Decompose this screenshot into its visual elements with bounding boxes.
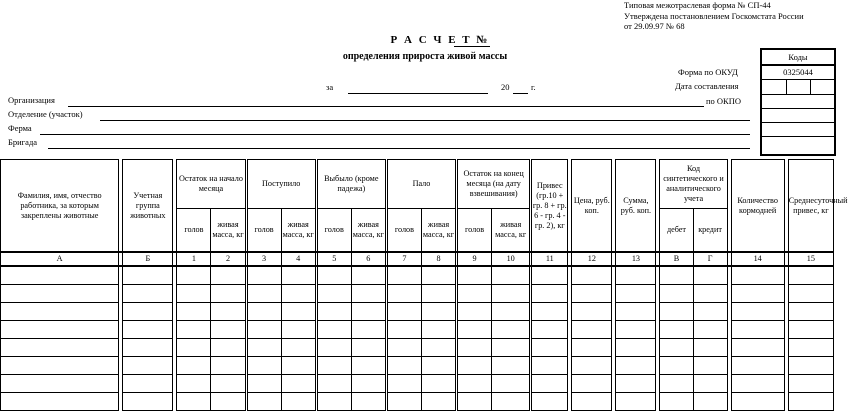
table-cell[interactable]	[492, 393, 530, 411]
table-cell[interactable]	[492, 339, 530, 357]
table-cell[interactable]	[616, 321, 656, 339]
table-cell[interactable]	[660, 321, 693, 339]
year-suffix: г.	[531, 82, 536, 92]
table-cell[interactable]	[211, 266, 245, 285]
table-cell[interactable]	[351, 393, 385, 411]
table-cell[interactable]	[123, 393, 173, 411]
column-number: 7	[387, 252, 421, 266]
table-row	[1, 266, 834, 285]
table-row	[1, 375, 834, 393]
subcol-mass: живая масса, кг	[281, 209, 315, 253]
farm-field[interactable]	[40, 134, 750, 135]
table-cell[interactable]	[421, 266, 455, 285]
column-number: 2	[211, 252, 245, 266]
table-cell[interactable]	[572, 321, 612, 339]
table-cell[interactable]	[387, 303, 421, 321]
table-cell[interactable]	[693, 393, 727, 411]
table-cell[interactable]	[693, 375, 727, 393]
table-cell[interactable]	[458, 266, 492, 285]
table-cell[interactable]	[660, 375, 693, 393]
table-cell[interactable]	[281, 357, 315, 375]
table-cell[interactable]	[351, 357, 385, 375]
table-cell[interactable]	[317, 303, 351, 321]
col-sum-header: Сумма, руб. коп.	[616, 160, 656, 253]
table-cell[interactable]	[572, 303, 612, 321]
table-row	[1, 393, 834, 411]
table-cell[interactable]	[616, 357, 656, 375]
col-price-header: Цена, руб. коп.	[572, 160, 612, 253]
table-cell[interactable]	[693, 285, 727, 303]
table-cell[interactable]	[177, 285, 211, 303]
date-field[interactable]	[762, 94, 834, 95]
table-cell[interactable]	[211, 375, 245, 393]
col-code-header: Код синтетического и аналитического учета	[660, 160, 727, 209]
table-cell[interactable]	[177, 393, 211, 411]
table-cell[interactable]	[731, 285, 784, 303]
okud-label: Форма по ОКУД	[678, 67, 738, 77]
table-cell[interactable]	[731, 303, 784, 321]
table-cell[interactable]	[421, 357, 455, 375]
table-cell[interactable]	[693, 303, 727, 321]
table-cell[interactable]	[572, 393, 612, 411]
table-cell[interactable]	[731, 375, 784, 393]
codes-header: Коды	[788, 52, 808, 62]
table-cell[interactable]	[731, 393, 784, 411]
column-number: 8	[421, 252, 455, 266]
table-cell[interactable]	[660, 285, 693, 303]
table-cell[interactable]	[123, 266, 173, 285]
table-cell[interactable]	[788, 375, 833, 393]
table-cell[interactable]	[211, 321, 245, 339]
col-end-header: Остаток на конец месяца (на дату взвешивания)	[458, 160, 530, 209]
codes-box	[760, 48, 836, 156]
table-cell[interactable]	[788, 321, 833, 339]
table-cell[interactable]	[351, 303, 385, 321]
organization-field[interactable]	[68, 106, 704, 107]
form-approval: Утверждена постановлением Госкомстата России	[624, 10, 804, 21]
table-cell[interactable]	[693, 357, 727, 375]
col-gain-header: Привес (гр.10 + гр. 8 + гр. 6 - гр. 4 - гр. 2), кг	[532, 160, 568, 253]
table-cell[interactable]	[123, 339, 173, 357]
col-group-header: Учетная группа животных	[123, 160, 173, 253]
subcol-heads: голов	[177, 209, 211, 253]
table-cell[interactable]	[317, 357, 351, 375]
table-cell[interactable]	[211, 357, 245, 375]
table-cell[interactable]	[788, 285, 833, 303]
table-cell[interactable]	[421, 321, 455, 339]
year-field[interactable]	[513, 93, 528, 94]
table-cell[interactable]	[458, 303, 492, 321]
okpo-field[interactable]	[762, 108, 834, 109]
table-cell[interactable]	[247, 393, 281, 411]
table-cell[interactable]	[123, 357, 173, 375]
subcol-heads: голов	[247, 209, 281, 253]
table-cell[interactable]	[387, 266, 421, 285]
subcol-mass: живая масса, кг	[421, 209, 455, 253]
table-cell[interactable]	[177, 266, 211, 285]
column-number: В	[660, 252, 693, 266]
table-cell[interactable]	[247, 357, 281, 375]
form-type: Типовая межотраслевая форма № СП-44	[624, 0, 771, 10]
table-cell[interactable]	[660, 393, 693, 411]
department-label: Отделение (участок)	[8, 109, 83, 119]
col-fio-header: Фамилия, имя, отчество работника, за которым закреплены животные	[1, 160, 119, 253]
table-cell[interactable]	[572, 285, 612, 303]
period-label: за	[326, 82, 334, 92]
table-cell[interactable]	[211, 285, 245, 303]
table-cell[interactable]	[492, 285, 530, 303]
table-cell[interactable]	[123, 303, 173, 321]
table-cell[interactable]	[492, 266, 530, 285]
table-cell[interactable]	[532, 375, 568, 393]
table-cell[interactable]	[492, 321, 530, 339]
table-cell[interactable]	[317, 321, 351, 339]
year-prefix: 20	[501, 82, 510, 92]
table-cell[interactable]	[351, 321, 385, 339]
column-number: 13	[616, 252, 656, 266]
subcol-heads: голов	[458, 209, 492, 253]
column-number: 10	[492, 252, 530, 266]
column-number: 3	[247, 252, 281, 266]
column-number: 11	[532, 252, 568, 266]
table-cell[interactable]	[421, 303, 455, 321]
table-cell[interactable]	[660, 339, 693, 357]
brigade-label: Бригада	[8, 137, 38, 147]
table-cell[interactable]	[387, 339, 421, 357]
table-cell[interactable]	[387, 375, 421, 393]
table-row	[1, 303, 834, 321]
table-cell[interactable]	[572, 339, 612, 357]
date-label: Дата составления	[675, 81, 739, 91]
form-info	[624, 0, 834, 32]
table-cell[interactable]	[123, 375, 173, 393]
table-cell[interactable]	[247, 339, 281, 357]
main-table	[0, 159, 848, 411]
table-cell[interactable]	[693, 321, 727, 339]
table-cell[interactable]	[616, 339, 656, 357]
table-cell[interactable]	[421, 375, 455, 393]
table-cell[interactable]	[351, 266, 385, 285]
table-cell[interactable]	[1, 321, 119, 339]
table-cell[interactable]	[1, 357, 119, 375]
table-cell[interactable]	[731, 321, 784, 339]
table-cell[interactable]	[616, 303, 656, 321]
table-cell[interactable]	[788, 339, 833, 357]
table-cell[interactable]	[281, 303, 315, 321]
column-number: 9	[458, 252, 492, 266]
table-cell[interactable]	[247, 266, 281, 285]
table-cell[interactable]	[177, 357, 211, 375]
table-cell[interactable]	[351, 375, 385, 393]
subcol-credit: кредит	[693, 209, 727, 253]
table-cell[interactable]	[532, 303, 568, 321]
table-cell[interactable]	[731, 266, 784, 285]
table-cell[interactable]	[211, 393, 245, 411]
period-field[interactable]	[348, 93, 488, 94]
col-start-header: Остаток на начало месяца	[177, 160, 245, 209]
table-cell[interactable]	[211, 339, 245, 357]
table-cell[interactable]	[387, 285, 421, 303]
table-cell[interactable]	[387, 321, 421, 339]
table-cell[interactable]	[660, 303, 693, 321]
column-number: 6	[351, 252, 385, 266]
table-cell[interactable]	[281, 375, 315, 393]
column-number: Г	[693, 252, 727, 266]
table-cell[interactable]	[788, 393, 833, 411]
table-cell[interactable]	[317, 285, 351, 303]
table-cell[interactable]	[247, 321, 281, 339]
table-cell[interactable]	[281, 285, 315, 303]
column-number: Б	[123, 252, 173, 266]
table-cell[interactable]	[177, 321, 211, 339]
table-cell[interactable]	[317, 339, 351, 357]
okud-code: 0325044	[783, 67, 813, 77]
table-cell[interactable]	[532, 285, 568, 303]
table-cell[interactable]	[731, 357, 784, 375]
table-cell[interactable]	[572, 357, 612, 375]
table-cell[interactable]	[177, 303, 211, 321]
col-avg-header: Среднесуточный привес, кг	[788, 160, 833, 253]
table-cell[interactable]	[616, 285, 656, 303]
table-cell[interactable]	[492, 303, 530, 321]
col-received-header: Поступило	[247, 160, 315, 209]
table-cell[interactable]	[660, 266, 693, 285]
table-cell[interactable]	[123, 285, 173, 303]
column-number: 12	[572, 252, 612, 266]
subcol-debit: дебет	[660, 209, 693, 253]
column-number: 1	[177, 252, 211, 266]
table-cell[interactable]	[281, 321, 315, 339]
table-cell[interactable]	[1, 303, 119, 321]
table-cell[interactable]	[317, 266, 351, 285]
table-cell[interactable]	[788, 357, 833, 375]
table-cell[interactable]	[458, 285, 492, 303]
document-number-field[interactable]	[454, 46, 490, 47]
column-number: 5	[317, 252, 351, 266]
subcol-mass: живая масса, кг	[492, 209, 530, 253]
table-cell[interactable]	[281, 393, 315, 411]
brigade-field[interactable]	[48, 148, 750, 149]
table-cell[interactable]	[1, 339, 119, 357]
table-cell[interactable]	[616, 266, 656, 285]
subcol-mass: живая масса, кг	[211, 209, 245, 253]
table-cell[interactable]	[616, 375, 656, 393]
table-cell[interactable]	[731, 339, 784, 357]
table-cell[interactable]	[572, 375, 612, 393]
column-number: 14	[731, 252, 784, 266]
table-cell[interactable]	[387, 357, 421, 375]
table-cell[interactable]	[317, 393, 351, 411]
table-cell[interactable]	[458, 321, 492, 339]
subcol-heads: голов	[317, 209, 351, 253]
table-cell[interactable]	[1, 266, 119, 285]
table-cell[interactable]	[532, 321, 568, 339]
department-field[interactable]	[100, 120, 750, 121]
table-cell[interactable]	[281, 266, 315, 285]
table-cell[interactable]	[387, 393, 421, 411]
table-cell[interactable]	[458, 339, 492, 357]
table-row	[1, 357, 834, 375]
farm-label: Ферма	[8, 123, 32, 133]
table-cell[interactable]	[1, 393, 119, 411]
table-cell[interactable]	[421, 393, 455, 411]
table-cell[interactable]	[492, 357, 530, 375]
subcol-mass: живая масса, кг	[351, 209, 385, 253]
table-cell[interactable]	[211, 303, 245, 321]
organization-label: Организация	[8, 95, 55, 105]
col-fodder-header: Количество кормодней	[731, 160, 784, 253]
column-number: 15	[788, 252, 833, 266]
column-numbers-row	[1, 252, 834, 266]
table-cell[interactable]	[458, 375, 492, 393]
table-cell[interactable]	[247, 375, 281, 393]
table-cell[interactable]	[1, 375, 119, 393]
table-cell[interactable]	[788, 266, 833, 285]
table-cell[interactable]	[421, 285, 455, 303]
table-cell[interactable]	[281, 339, 315, 357]
document-title: Р А С Ч Е Т №	[390, 34, 490, 46]
table-cell[interactable]	[421, 339, 455, 357]
table-cell[interactable]	[660, 357, 693, 375]
table-cell[interactable]	[177, 339, 211, 357]
table-cell[interactable]	[532, 266, 568, 285]
subcol-heads: голов	[387, 209, 421, 253]
table-cell[interactable]	[177, 375, 211, 393]
table-cell[interactable]	[492, 375, 530, 393]
col-fallen-header: Пало	[387, 160, 455, 209]
table-row	[1, 339, 834, 357]
table-cell[interactable]	[693, 266, 727, 285]
table-cell[interactable]	[532, 339, 568, 357]
column-number: 4	[281, 252, 315, 266]
table-cell[interactable]	[532, 393, 568, 411]
form-date: от 29.09.97 № 68	[624, 21, 685, 31]
table-cell[interactable]	[317, 375, 351, 393]
document-subtitle: определения прироста живой массы	[342, 51, 508, 62]
table-cell[interactable]	[351, 285, 385, 303]
table-cell[interactable]	[123, 321, 173, 339]
table-cell[interactable]	[1, 285, 119, 303]
col-retired-header: Выбыло (кроме падежа)	[317, 160, 385, 209]
table-cell[interactable]	[458, 393, 492, 411]
table-cell[interactable]	[693, 339, 727, 357]
table-cell[interactable]	[788, 303, 833, 321]
table-cell[interactable]	[572, 266, 612, 285]
table-row	[1, 285, 834, 303]
table-cell[interactable]	[616, 393, 656, 411]
table-cell[interactable]	[532, 357, 568, 375]
column-number: А	[1, 252, 119, 266]
table-cell[interactable]	[247, 285, 281, 303]
table-cell[interactable]	[351, 339, 385, 357]
table-row	[1, 321, 834, 339]
table-cell[interactable]	[247, 303, 281, 321]
table-cell[interactable]	[458, 357, 492, 375]
okpo-label: по ОКПО	[706, 96, 742, 106]
